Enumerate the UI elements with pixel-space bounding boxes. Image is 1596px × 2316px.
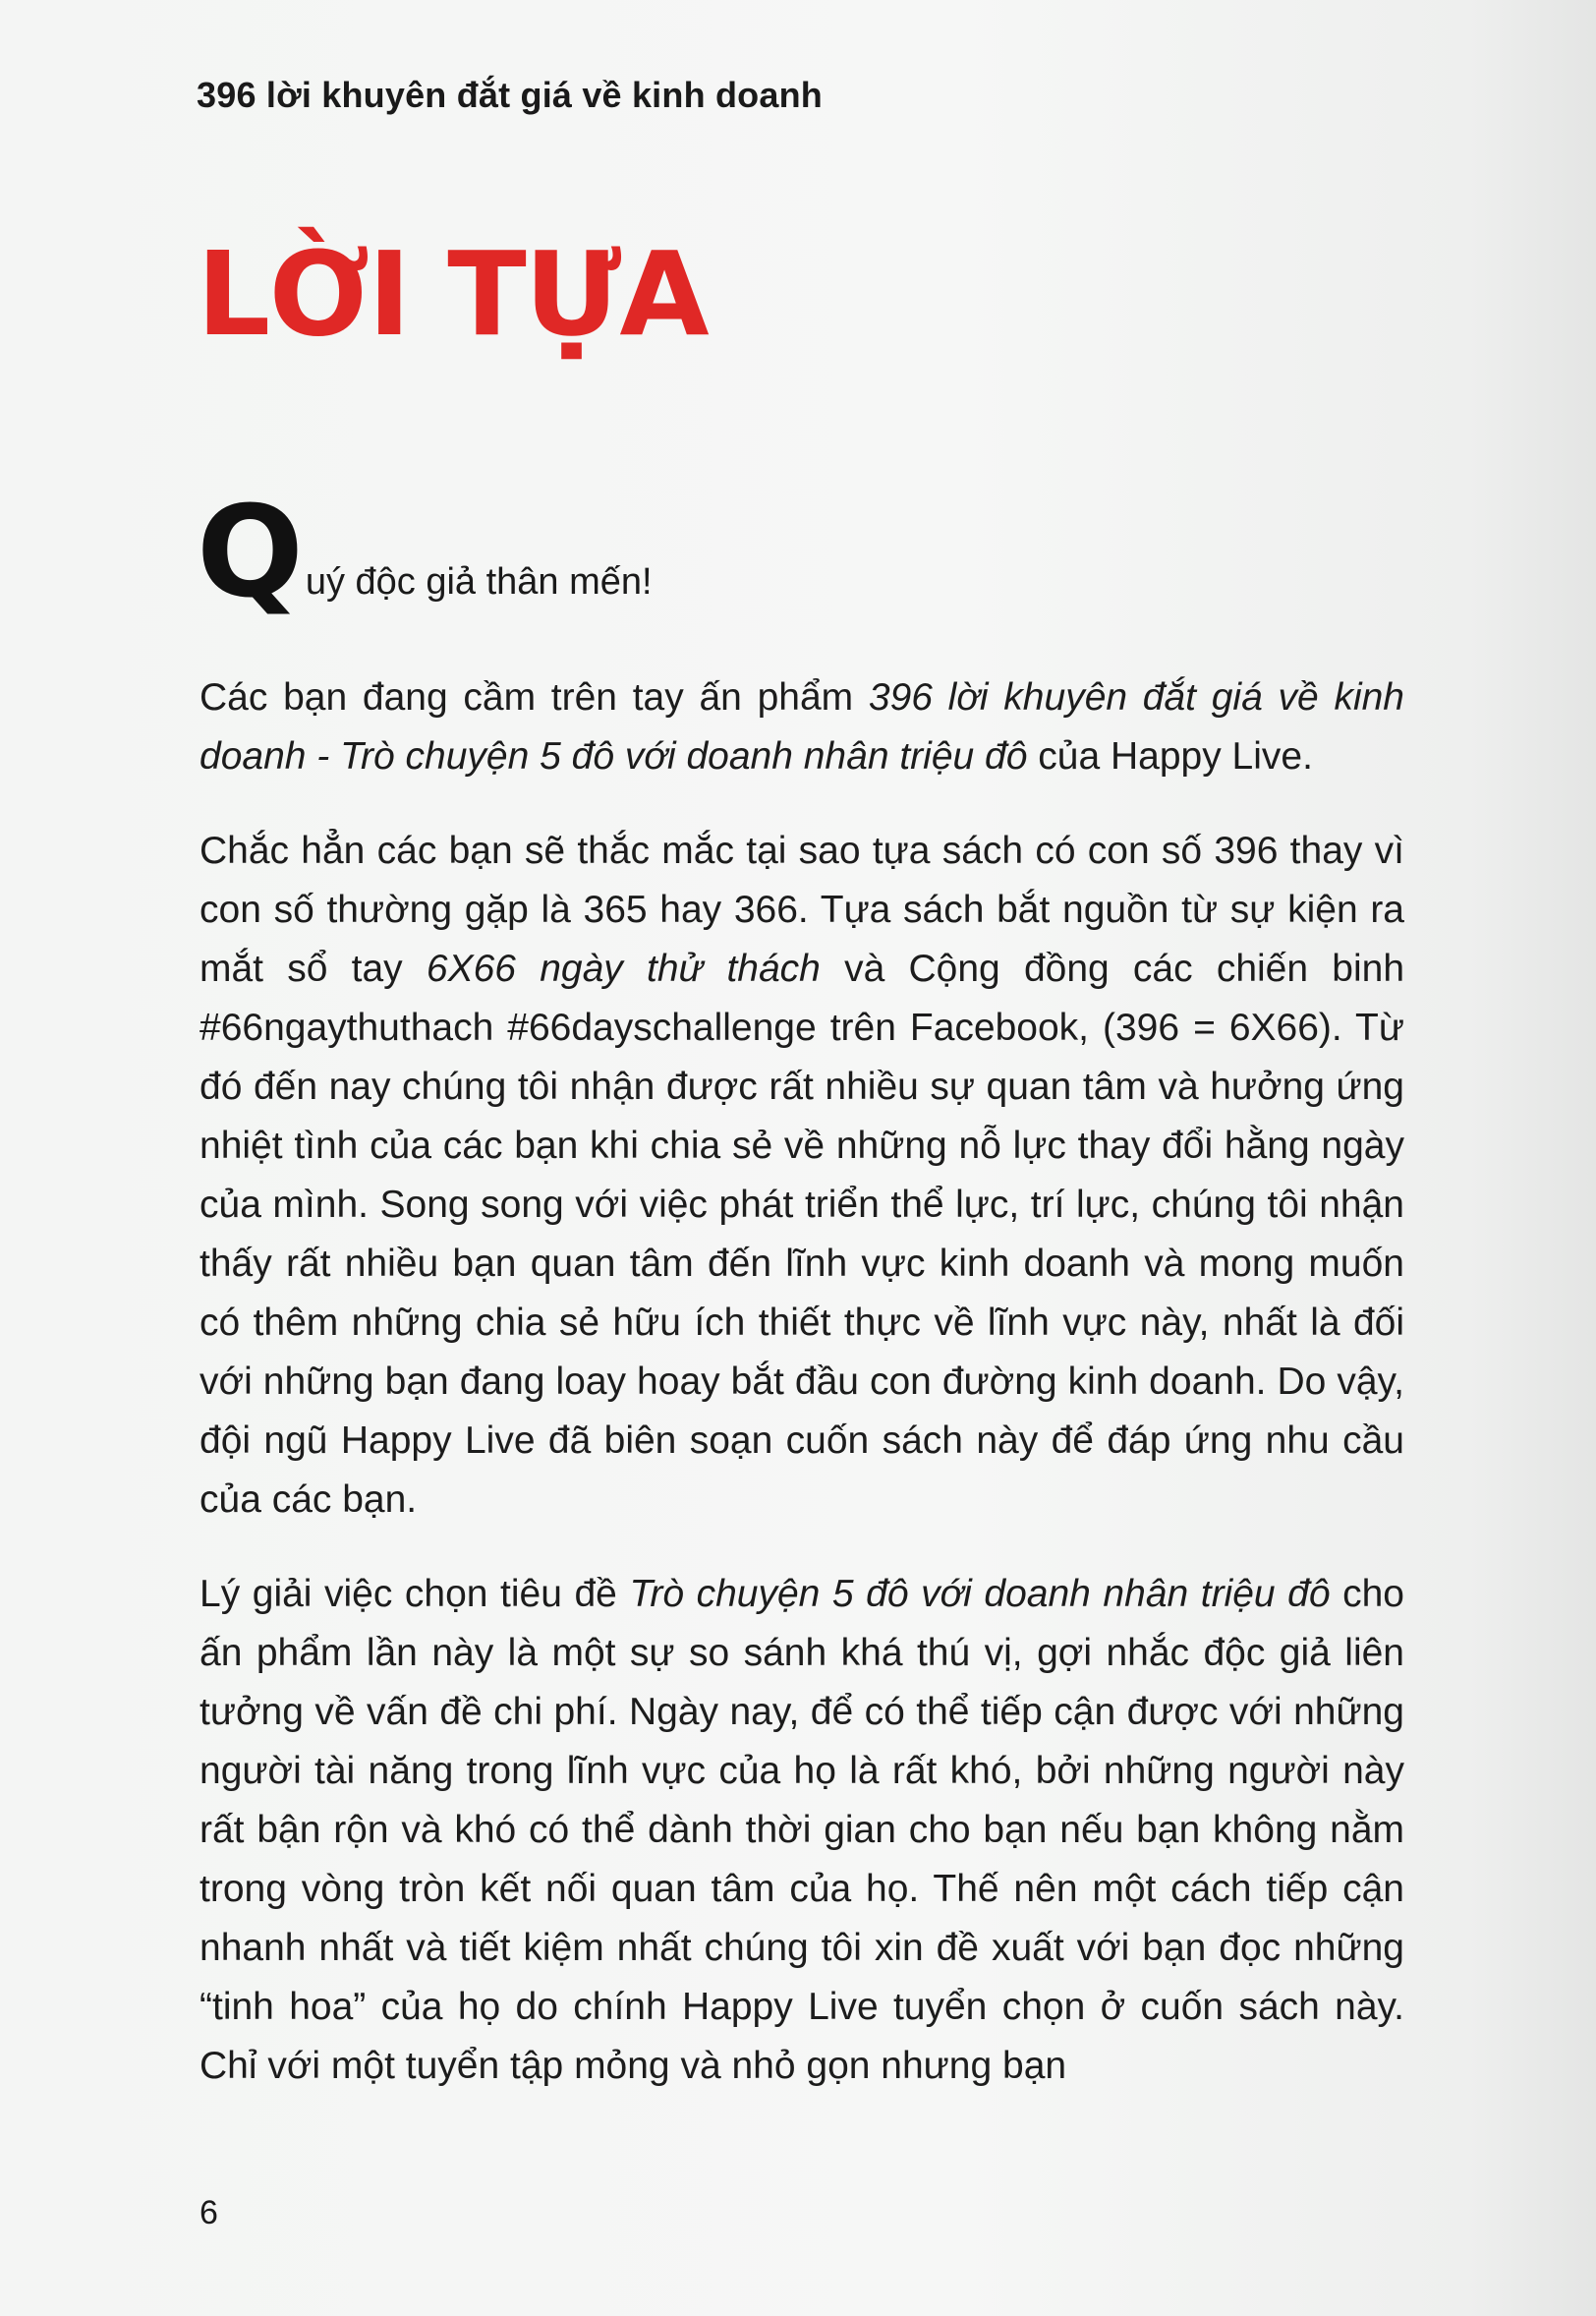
page-number: 6 <box>200 2194 218 2231</box>
paragraph-1-text: Các bạn đang cầm trên tay ấn phẩm <box>200 676 869 719</box>
paragraph-2 <box>200 822 1404 1530</box>
chapter-title: LỜI TỰA <box>197 226 708 362</box>
paragraph-3-tail: cho ấn phẩm lần này là một sự so sánh khá thú vị, gợi nhắc độc giả liên tưởng về vấn đề chi phí. Ngày nay, để có thể tiếp cận được với những người tài năng trong lĩnh vực của họ là rất khó, bởi những người này rất bận rộn và khó có thể dành thời gian cho bạn nếu bạn không nằm trong vòng tròn kết nối quan tâm của họ. Thế nên một cách tiếp cận nhanh nhất và tiết kiệm nhất chúng tôi xin đề xuất với bạn đọc những “tinh hoa” của họ do chính Happy Live tuyển chọn ở cuốn sách này. Chỉ với một tuyển tập mỏng và nhỏ gọn nhưng bạn <box>200 1573 1404 2087</box>
paragraph-3-text: Lý giải việc chọn tiêu đề <box>200 1573 630 1615</box>
paragraph-3 <box>200 1565 1404 2096</box>
body-text <box>200 668 1404 2131</box>
salutation <box>197 480 653 626</box>
paragraph-1 <box>200 668 1404 786</box>
notebook-title-italic: 6X66 ngày thử thách <box>426 948 821 990</box>
book-title-italic: 396 lời khuyên đắt giá về kinh doanh - Trò chuyện 5 đô với doanh nhân triệu đô <box>200 676 1404 778</box>
paragraph-2-tail: và Cộng đồng các chiến binh #66ngaythuthach #66dayschallenge trên Facebook, (396 = 6X66). Từ đó đến nay chúng tôi nhận được rất nhiều sự quan tâm và hưởng ứng nhiệt tình của các bạn khi chia sẻ về những nỗ lực thay đổi hằng ngày của mình. Song song với việc phát triển thể lực, trí lực, chúng tôi nhận thấy rất nhiều bạn quan tâm đến lĩnh vực kinh doanh và mong muốn có thêm những chia sẻ hữu ích thiết thực về lĩnh vực này, nhất là đối với những bạn đang loay hoay bắt đầu con đường kinh doanh. Do vậy, đội ngũ Happy Live đã biên soạn cuốn sách này để đáp ứng nhu cầu của các bạn. <box>200 948 1405 1521</box>
paragraph-1-tail: của Happy Live. <box>1027 735 1313 778</box>
subtitle-italic: Trò chuyện 5 đô với doanh nhân triệu đô <box>629 1573 1331 1615</box>
salutation-text: uý độc giả thân mến! <box>305 561 653 604</box>
drop-cap: Q <box>197 480 304 626</box>
paragraph-2-text: Chắc hẳn các bạn sẽ thắc mắc tại sao tựa sách có con số 396 thay vì con số thường gặp là 365 hay 366. Tựa sách bắt nguồn từ sự kiện ra mắt sổ tay <box>200 830 1404 990</box>
running-header: 396 lời khuyên đắt giá về kinh doanh <box>197 75 823 115</box>
